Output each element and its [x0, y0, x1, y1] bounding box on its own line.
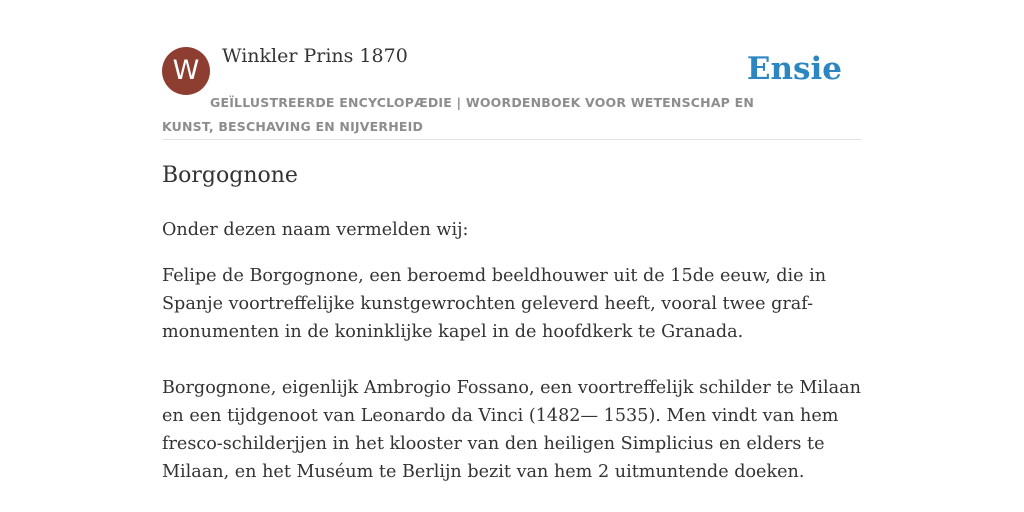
header-divider [162, 139, 862, 140]
entry-content [162, 216, 874, 486]
entry-title: Borgognone [162, 163, 298, 188]
source-avatar[interactable]: W [162, 47, 210, 95]
entry-paragraph: Borgognone, eigenlijk Ambrogio Fossano, een voortreffelijk schilder te Milaan en een tijdgenoot van Leonardo da Vinci (1482— 1535). Men vindt van hem fresco-schilderjjen in het klooster van den heiligen Simplicius en elders te Milaan, en het Muséum te Berlijn bezit van hem 2 uitmuntende doeken. [162, 378, 861, 482]
entry-paragraph: Felipe de Borgognone, een beroemd beeldhouwer uit de 15de eeuw, die in Spanje voortreffelijke kunstgewrochten geleverd heeft, vooral twee graf-monumenten in de koninklijke kapel in de hoofdkerk te Granada. [162, 266, 827, 342]
source-subtitle: GEÏLLUSTREERDE ENCYCLOPÆDIE | WOORDENBOEK VOOR WETENSCHAP EN KUNST, BESCHAVING EN NIJVERHEID [162, 95, 755, 134]
entry-intro: Onder dezen naam vermelden wij: [162, 220, 469, 240]
source-title[interactable]: Winkler Prins 1870 [222, 45, 408, 67]
brand-logo[interactable]: Ensie [746, 51, 842, 87]
